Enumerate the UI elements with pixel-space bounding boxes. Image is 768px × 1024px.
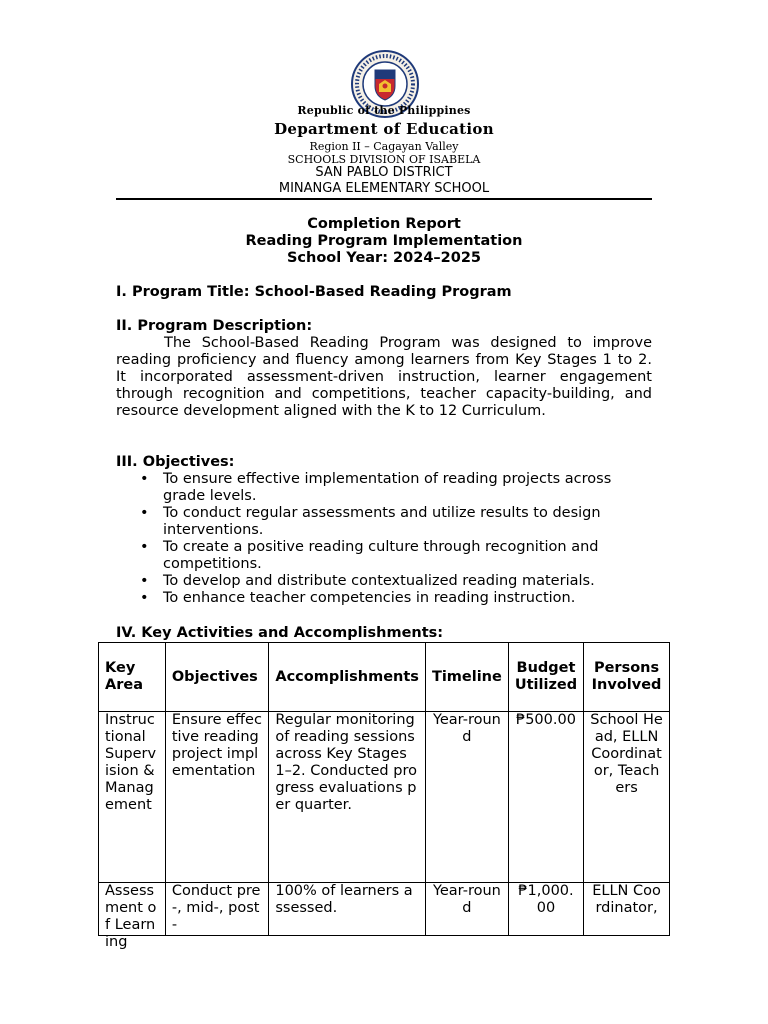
table-cell xyxy=(269,883,426,936)
table-cell xyxy=(165,883,268,936)
school-name: MINANGA ELEMENTARY SCHOOL xyxy=(278,181,490,196)
region-line: Region II – Cagayan Valley xyxy=(309,140,459,153)
objectives-heading: III. Objectives: xyxy=(116,454,235,470)
report-subtitle: Reading Program Implementation xyxy=(245,233,523,249)
table-cell-text: ₱1,000.00 xyxy=(518,883,574,916)
column-header: Key Area xyxy=(99,643,166,712)
program-description-heading: II. Program Description: xyxy=(116,318,313,334)
table-cell: Year-round xyxy=(425,712,508,883)
department-name: Department of Education xyxy=(274,120,494,138)
table-cell: ₱500.00 xyxy=(508,712,583,883)
table-cell xyxy=(99,883,166,950)
table-header-row xyxy=(99,643,670,712)
activities-heading: IV. Key Activities and Accomplishments: xyxy=(116,625,444,641)
table-cell: School Head, ELLN Coordinator, Teachers xyxy=(584,712,670,883)
table-cell-text: Conduct pre-, mid-, post- xyxy=(171,883,261,933)
column-header: Accomplishments xyxy=(269,643,426,712)
table-cell xyxy=(508,883,583,936)
table-cell xyxy=(425,883,508,936)
header-divider xyxy=(116,198,652,200)
district-line: SAN PABLO DISTRICT xyxy=(315,165,453,180)
column-header: Timeline xyxy=(425,643,508,712)
report-title: Completion Report xyxy=(307,216,461,232)
table-row xyxy=(99,712,670,883)
program-description-text xyxy=(116,335,652,420)
table-cell-text: Year-round xyxy=(432,883,501,916)
objectives-list xyxy=(136,471,652,607)
column-header: Budget Utilized xyxy=(508,643,583,712)
program-description-body: The School-Based Reading Program was designed to improve reading proficiency and fluency among learners from Key Stages 1 to 2. It incorporated assessment-driven instruction, learner engagement through recognition and competitions, teacher capacity-building, and resource development aligned with the K to 12 Curriculum. xyxy=(116,335,652,419)
list-item: • To create a positive reading culture through recognition and competitions. xyxy=(136,539,652,573)
list-item: • To develop and distribute contextualized reading materials. xyxy=(136,573,652,590)
list-item: • To conduct regular assessments and utilize results to design interventions. xyxy=(136,505,652,539)
activities-table xyxy=(98,642,670,950)
table-cell: Regular monitoring of reading sessions across Key Stages 1–2. Conducted progress evaluations per quarter. xyxy=(269,712,426,883)
table-cell-text: ELLN Coordinator, xyxy=(592,883,661,916)
division-line: SCHOOLS DIVISION OF ISABELA xyxy=(287,153,481,166)
table-row xyxy=(99,883,670,936)
table-cell xyxy=(584,883,670,936)
list-item: • To enhance teacher competencies in reading instruction. xyxy=(136,590,652,607)
table-cell-text: Assessment of Learning xyxy=(105,883,157,950)
column-header: Persons Involved xyxy=(584,643,670,712)
list-item: • To ensure effective implementation of reading projects across grade levels. xyxy=(136,471,652,505)
table-cell: Instructional Supervision & Management xyxy=(99,712,166,883)
column-header: Objectives xyxy=(165,643,268,712)
republic-line: Republic of the Philippines xyxy=(297,104,471,117)
table-cell-text: 100% of learners assessed. xyxy=(275,883,413,916)
program-title-heading: I. Program Title: School-Based Reading Program xyxy=(116,284,512,300)
school-year: School Year: 2024–2025 xyxy=(286,250,482,266)
table-cell: Ensure effective reading project implementation xyxy=(165,712,268,883)
